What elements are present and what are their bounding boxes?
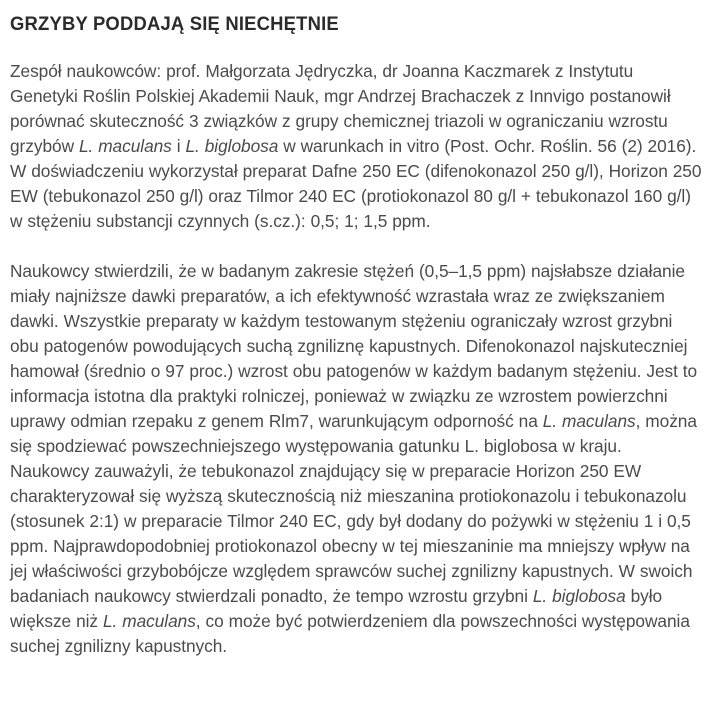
species-name: L. biglobosa (185, 136, 279, 156)
text-run: , można się spodziewać powszechniejszego występowania gatunku L. biglobosa w kraju. Naukowcy zauważyli, że tebukonazol znajdujący się w preparacie Horizon 250 EW charakteryzował się wyższą skutecznością niż mieszanina protiokonazolu i tebukonazolu (stosunek 2:1) w preparacie Tilmor 240 EC, gdy był dodany do pożywki w stężeniu 1 i 0,5 ppm. Najprawdopodobniej protiokonazol obecny w tej mieszaninie ma mniejszy wpływ na jej właściwości grzybobójcze względem sprawców suchej zgnilizny kapustnych. W swoich badaniach naukowcy stwierdzali ponadto, że tempo wzrostu grzybni (10, 411, 697, 606)
text-run: w warunkach in vitro (Post. Ochr. Roślin. 56 (2) 2016). W doświadczeniu wykorzystał preparat Dafne 250 EC (difenokonazol 250 g/l), Horizon 250 EW (tebukonazol 250 g/l) oraz Tilmor 240 EC (protiokonazol 80 g/l + tebukonazol 160 g/l) w stężeniu substancji czynnych (s.cz.): 0,5; 1; 1,5 ppm. (10, 136, 702, 231)
species-name: L. maculans (542, 411, 636, 431)
text-run: i (171, 136, 186, 156)
species-name: L. biglobosa (532, 586, 626, 606)
page-title: GRZYBY PODDAJĄ SIĘ NIECHĘTNIE (10, 14, 339, 35)
text-run: Naukowcy stwierdzili, że w badanym zakresie stężeń (0,5–1,5 ppm) najsłabsze działanie miały najniższe dawki preparatów, a ich efektywność wzrastała wraz ze zwiększaniem dawki. Wszystkie preparaty w każdym testowanym stężeniu ograniczały wzrost grzybni obu patogenów powodujących suchą zgniliznę kapustnych. Difenokonazol najskuteczniej hamował (średnio o 97 proc.) wzrost obu patogenów w każdym badanym stężeniu. Jest to informacja istotna dla praktyki rolniczej, ponieważ w związku ze wzrostem powierzchni uprawy odmian rzepaku z genem Rlm7, warunkującym odporność na (10, 261, 698, 431)
species-name: L. maculans (102, 611, 196, 631)
article-paragraph (10, 259, 702, 659)
text-run: , co może być potwierdzeniem dla powszechności występowania suchej zgnilizny kapustnych. (10, 611, 690, 656)
article-body (10, 59, 702, 659)
species-name: L. maculans (78, 136, 172, 156)
article-paragraph (10, 59, 702, 234)
text-run: Zespół naukowców: prof. Małgorzata Jędryczka, dr Joanna Kaczmarek z Instytutu Genetyki Roślin Polskiej Akademii Nauk, mgr Andrzej Brachaczek z Innvigo postanowił porównać skuteczność 3 związków z grupy chemicznej triazoli w ograniczaniu wzrostu grzybów (10, 61, 671, 156)
text-run: było większe niż (10, 586, 663, 631)
